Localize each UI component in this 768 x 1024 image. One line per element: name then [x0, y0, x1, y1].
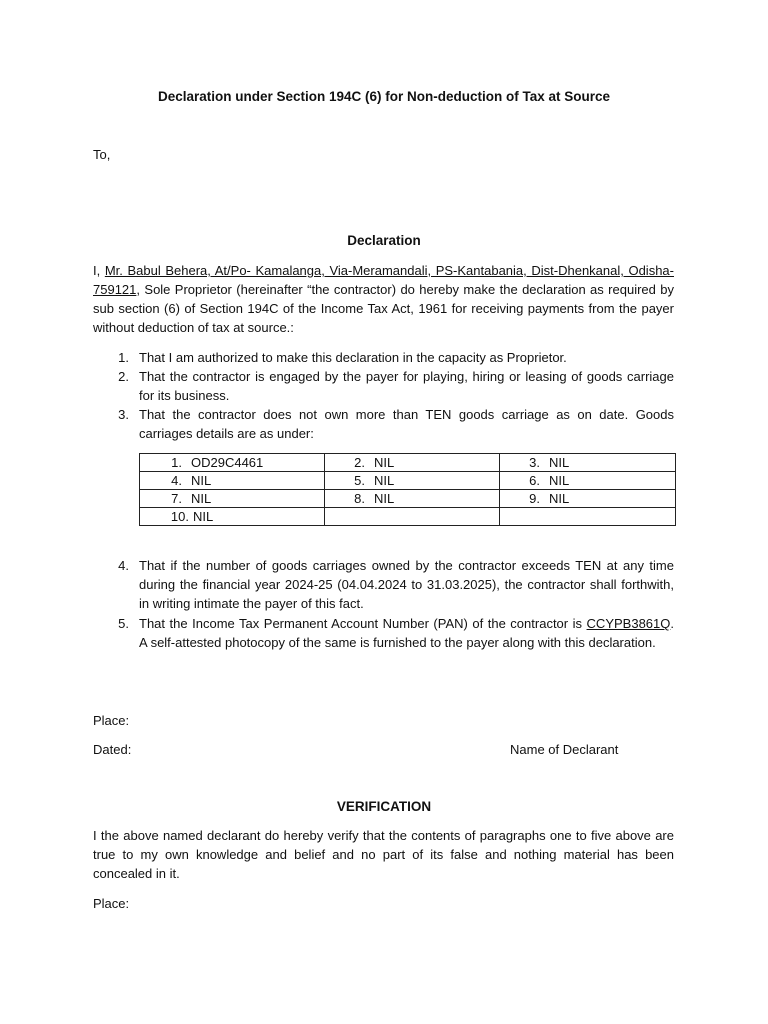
table-cell	[325, 490, 500, 508]
table-cell	[140, 508, 325, 526]
table-cell	[325, 454, 500, 472]
cell-value: NIL	[191, 473, 212, 488]
table-cell	[500, 490, 676, 508]
table-cell	[140, 472, 325, 490]
intro-prefix: I,	[93, 263, 105, 278]
cell-value: NIL	[374, 473, 395, 488]
cell-number: 1.	[171, 455, 182, 470]
intro-rest: , Sole Proprietor (hereinafter “the contractor) do hereby make the declaration as required by sub section (6) of Section 194C of the Income Tax Act, 1961 for receiving payments from the payer without deduction of tax at source.:	[93, 282, 674, 335]
cell-number: 9.	[529, 491, 540, 506]
item-number: 3.	[118, 407, 129, 422]
item-number: 1.	[118, 350, 129, 365]
cell-value: NIL	[374, 455, 395, 470]
cell-number: 7.	[171, 491, 182, 506]
cell-value: NIL	[549, 473, 570, 488]
cell-value: OD29C4461	[191, 455, 264, 470]
cell-number: 5.	[354, 473, 365, 488]
cell-value: NIL	[549, 491, 570, 506]
table-row	[140, 454, 676, 472]
item-number: 5.	[118, 616, 129, 631]
item-text: That the contractor does not own more than TEN goods carriage as on date. Goods carriages details are as under:	[139, 407, 674, 441]
goods-carriage-table	[139, 453, 676, 526]
table-row	[140, 508, 676, 526]
table-cell	[140, 454, 325, 472]
cell-number: 3.	[529, 455, 540, 470]
table-cell	[500, 508, 676, 526]
document-title: Declaration under Section 194C (6) for Non-deduction of Tax at Source	[157, 89, 611, 104]
item-number: 2.	[118, 369, 129, 384]
intro-paragraph	[93, 261, 674, 337]
declarant-name-address: Mr. Babul Behera, At/Po- Kamalanga, Via-Meramandali, PS-Kantabania, Dist-Dhenkanal, Odisha-759121	[93, 263, 674, 297]
verification-heading: VERIFICATION	[336, 799, 432, 814]
cell-value: NIL	[193, 509, 214, 524]
declarant-name-label: Name of Declarant	[510, 742, 619, 757]
cell-number: 8.	[354, 491, 365, 506]
cell-number: 6.	[529, 473, 540, 488]
item-text: That the contractor is engaged by the payer for playing, hiring or leasing of goods carriage for its business.	[139, 369, 674, 403]
item-text: That if the number of goods carriages owned by the contractor exceeds TEN at any time during the financial year 2024-25 (04.04.2024 to 31.03.2025), the contractor shall forthwith, in writing intimate the payer of this fact.	[139, 558, 674, 611]
addressee-line: To,	[93, 147, 111, 162]
declaration-document	[93, 0, 675, 1024]
item-number: 4.	[118, 558, 129, 573]
table-cell	[500, 472, 676, 490]
item5-prefix: That the Income Tax Permanent Account Number (PAN) of the contractor is	[139, 616, 587, 631]
table-cell	[500, 454, 676, 472]
declaration-heading: Declaration	[347, 233, 421, 248]
dated-label: Dated:	[93, 742, 132, 757]
table-row	[140, 490, 676, 508]
cell-number: 4.	[171, 473, 182, 488]
item-text: That I am authorized to make this declaration in the capacity as Proprietor.	[139, 350, 567, 365]
table-cell	[325, 472, 500, 490]
item5-suffix: . A self-attested photocopy of the same is furnished to the payer along with this declaration.	[139, 616, 674, 650]
cell-value: NIL	[374, 491, 395, 506]
verification-paragraph: I the above named declarant do hereby verify that the contents of paragraphs one to five above are true to my own knowledge and belief and no part of its false and nothing material has been concealed in it.	[93, 828, 674, 881]
place-label: Place:	[93, 713, 130, 728]
cell-number: 10.	[170, 509, 189, 524]
table-cell	[140, 490, 325, 508]
pan-number: CCYPB3861Q	[586, 616, 671, 631]
cell-number: 2.	[354, 455, 365, 470]
place-label-verification: Place:	[93, 896, 130, 911]
table-row	[140, 472, 676, 490]
table-cell	[325, 508, 500, 526]
item-text	[139, 614, 674, 652]
cell-value: NIL	[191, 491, 212, 506]
cell-value: NIL	[549, 455, 570, 470]
